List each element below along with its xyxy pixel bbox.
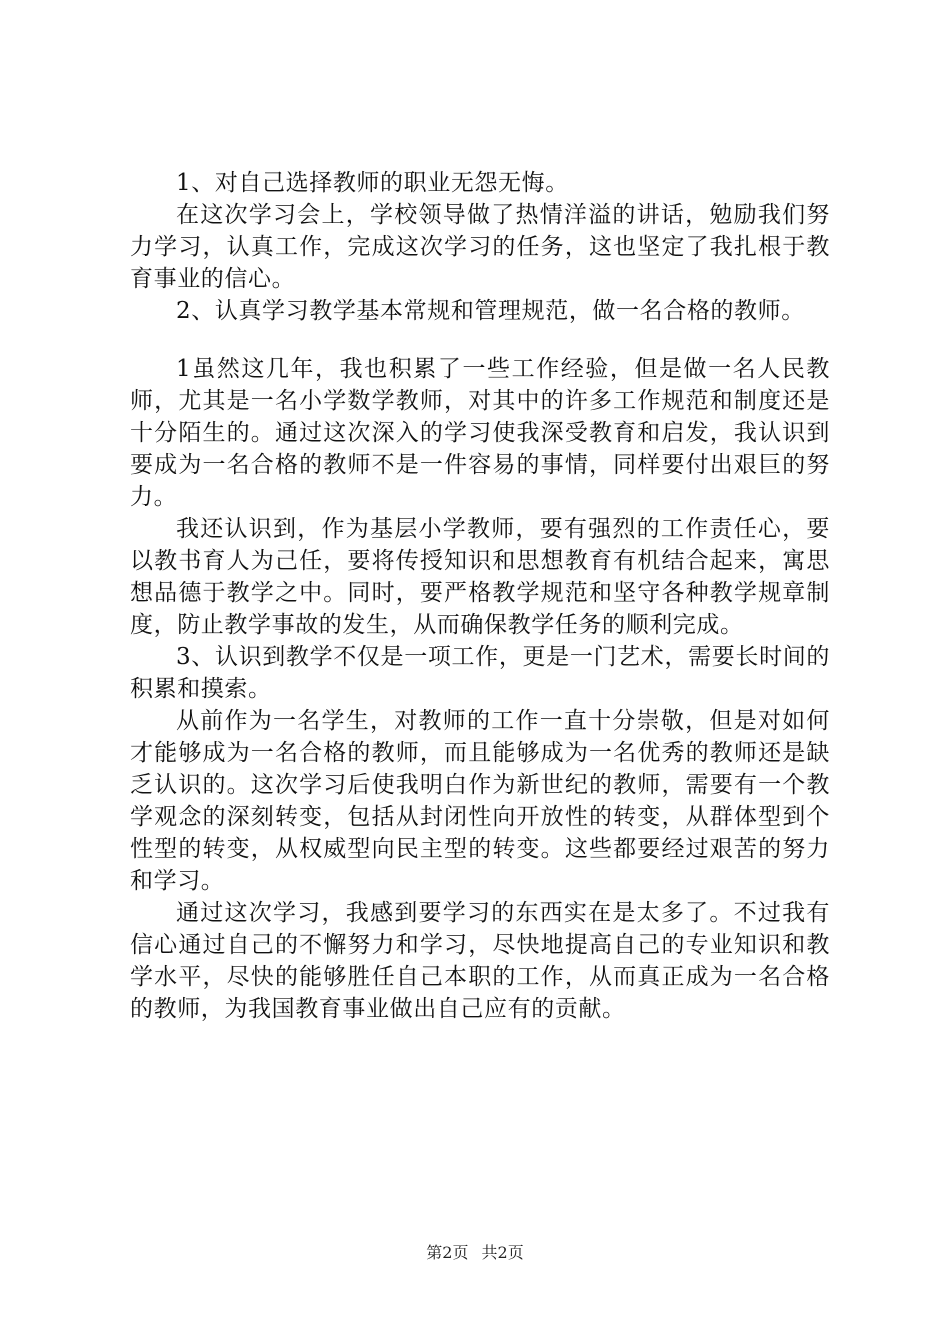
page-number: 第2页 — [426, 1243, 469, 1262]
paragraph-4: 1虽然这几年，我也积累了一些工作经验，但是做一名人民教师，尤其是一名小学数学教师，对其中的许多工作规范和制度还是十分陌生的。通过这次深入的学习使我深受教育和启发，我认识到要成为一名合格的教师不是一件容易的事情，同样要付出艰巨的努力。 — [130, 356, 830, 510]
paragraph-8: 通过这次学习，我感到要学习的东西实在是太多了。不过我有信心通过自己的不懈努力和学习，尽快地提高自己的专业知识和教学水平，尽快的能够胜任自己本职的工作，从而真正成为一名合格的教师，为我国教育事业做出自己应有的贡献。 — [130, 900, 830, 1022]
page-footer — [0, 1243, 950, 1263]
document-body — [130, 167, 830, 1025]
paragraph-3: 2、认真学习教学基本常规和管理规范，做一名合格的教师。 — [176, 298, 805, 324]
paragraph-spacer — [130, 327, 830, 353]
paragraph-1: 1、对自己选择教师的职业无怨无悔。 — [176, 170, 569, 196]
page-total: 共2页 — [481, 1243, 524, 1262]
paragraph-2: 在这次学习会上，学校领导做了热情洋溢的讲话，勉励我们努力学习，认真工作，完成这次学习的任务，这也坚定了我扎根于教育事业的信心。 — [130, 202, 830, 292]
paragraph-6: 3、认识到教学不仅是一项工作，更是一门艺术，需要长时间的积累和摸索。 — [130, 644, 830, 702]
paragraph-7: 从前作为一名学生，对教师的工作一直十分崇敬，但是对如何才能够成为一名合格的教师，而且能够成为一名优秀的教师还是缺乏认识的。这次学习后使我明白作为新世纪的教师，需要有一个教学观念的深刻转变，包括从封闭性向开放性的转变，从群体型到个性型的转变，从权威型向民主型的转变。这些都要经过艰苦的努力和学习。 — [130, 708, 830, 894]
paragraph-5: 我还认识到，作为基层小学教师，要有强烈的工作责任心，要以教书育人为己任，要将传授知识和思想教育有机结合起来，寓思想品德于教学之中。同时，要严格教学规范和坚守各种教学规章制度，防止教学事故的发生，从而确保教学任务的顺利完成。 — [130, 516, 830, 638]
